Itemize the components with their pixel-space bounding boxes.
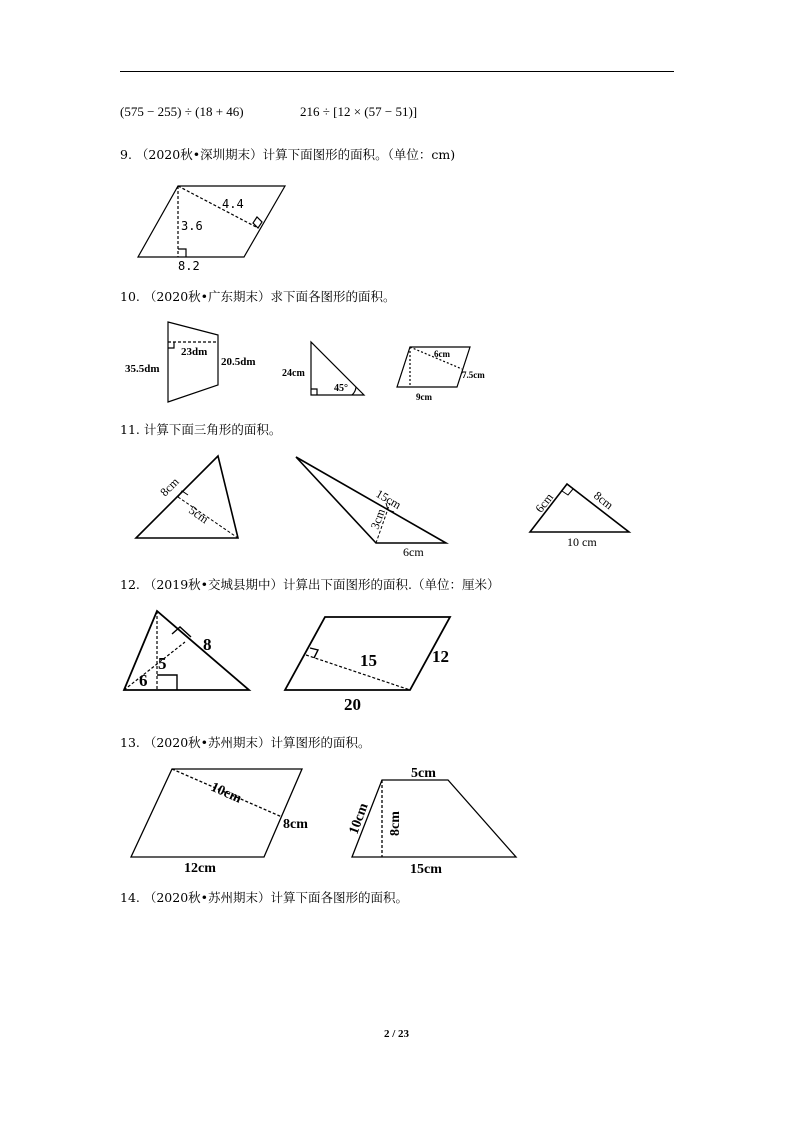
question-14-title: 14. （2020秋•苏州期末）计算下面各图形的面积。 xyxy=(120,890,409,905)
q13-para-base-label: 12cm xyxy=(184,861,216,876)
q9-base-label: 8.2 xyxy=(178,259,200,273)
question-13-title: 13. （2020秋•苏州期末）计算图形的面积。 xyxy=(120,735,371,750)
q12-figures xyxy=(124,611,450,690)
question-11-title: 11. 计算下面三角形的面积。 xyxy=(120,422,282,437)
q9-right-angle-mark xyxy=(178,249,186,257)
q10-trapezoid xyxy=(168,322,218,402)
q10-tri-side-label: 24cm xyxy=(282,368,305,379)
q13-trap-leg-label: 10cm xyxy=(346,801,372,837)
q9-height-label: 3.6 xyxy=(181,219,203,233)
q9-parallelogram-figure xyxy=(138,186,285,257)
q10-tri-right-angle xyxy=(311,389,317,395)
question-9-title: 9. （2020秋•深圳期末）计算下面图形的面积。（单位：cm) xyxy=(120,147,456,162)
q13-trap-top-label: 5cm xyxy=(411,766,436,781)
q12-tri-side-label: 8 xyxy=(203,635,212,654)
q13-figures xyxy=(131,769,516,857)
q11-t2-h-label: 3cm xyxy=(367,506,388,532)
page-number: 2 / 23 xyxy=(383,1028,410,1040)
q12-tri-base-label: 6 xyxy=(139,671,148,690)
q11-t3-left-label: 6cm xyxy=(532,490,557,516)
q10-trap-right-angle xyxy=(168,342,174,348)
q12-tri-right-angle xyxy=(157,675,177,690)
question-10-title: 10. （2020秋•广东期末）求下面各图形的面积。 xyxy=(120,289,396,304)
q10-para-h-label: 6cm xyxy=(434,349,450,359)
q11-triangle-1 xyxy=(136,456,238,538)
q12-para-h-label: 15 xyxy=(360,651,377,670)
q11-t2-side-label: 15cm xyxy=(373,486,404,512)
q10-trap-top-label: 23dm xyxy=(181,346,208,358)
q12-para-side-label: 12 xyxy=(432,647,449,666)
q11-t1-side-label: 8cm xyxy=(157,474,182,500)
q11-t1-h-label: 5cm xyxy=(186,502,212,527)
q11-t1-right-angle xyxy=(178,491,188,497)
q11-t2-base-label: 6cm xyxy=(403,545,424,559)
q11-t3-base-label: 10 cm xyxy=(567,535,597,549)
q13-para-h-label: 10cm xyxy=(208,779,244,807)
expression-2: 216 ÷ [12 × (57 − 51)] xyxy=(300,104,418,119)
q11-t3-right-label: 8cm xyxy=(591,488,617,513)
q10-trap-right-label: 20.5dm xyxy=(221,356,256,368)
q12-tri-h-label: 5 xyxy=(158,654,167,673)
question-12-title: 12. （2019秋•交城县期中）计算出下面图形的面积.（单位：厘米） xyxy=(120,577,500,592)
q10-tri-angle-arc xyxy=(352,387,356,395)
expression-1: (575 − 255) ÷ (18 + 46) xyxy=(120,104,244,119)
q13-trap-base-label: 15cm xyxy=(410,862,442,877)
q13-trapezoid xyxy=(352,780,516,857)
q11-triangle-2 xyxy=(296,457,446,543)
q11-t3-right-angle xyxy=(562,489,573,495)
q9-slant-label: 4.4 xyxy=(222,197,244,211)
q13-trap-h-label: 8cm xyxy=(388,811,403,836)
q13-para-side-label: 8cm xyxy=(283,817,308,832)
q12-para-base-label: 20 xyxy=(344,695,361,714)
q10-trap-left-label: 35.5dm xyxy=(125,363,160,375)
q10-tri-angle-label: 45° xyxy=(334,383,348,394)
q10-para-base-label: 9cm xyxy=(416,392,432,402)
q10-figures xyxy=(168,322,470,402)
q9-parallelogram xyxy=(138,186,285,257)
q12-para-height xyxy=(306,655,410,690)
q10-para-side-label: 7.5cm xyxy=(462,370,485,380)
